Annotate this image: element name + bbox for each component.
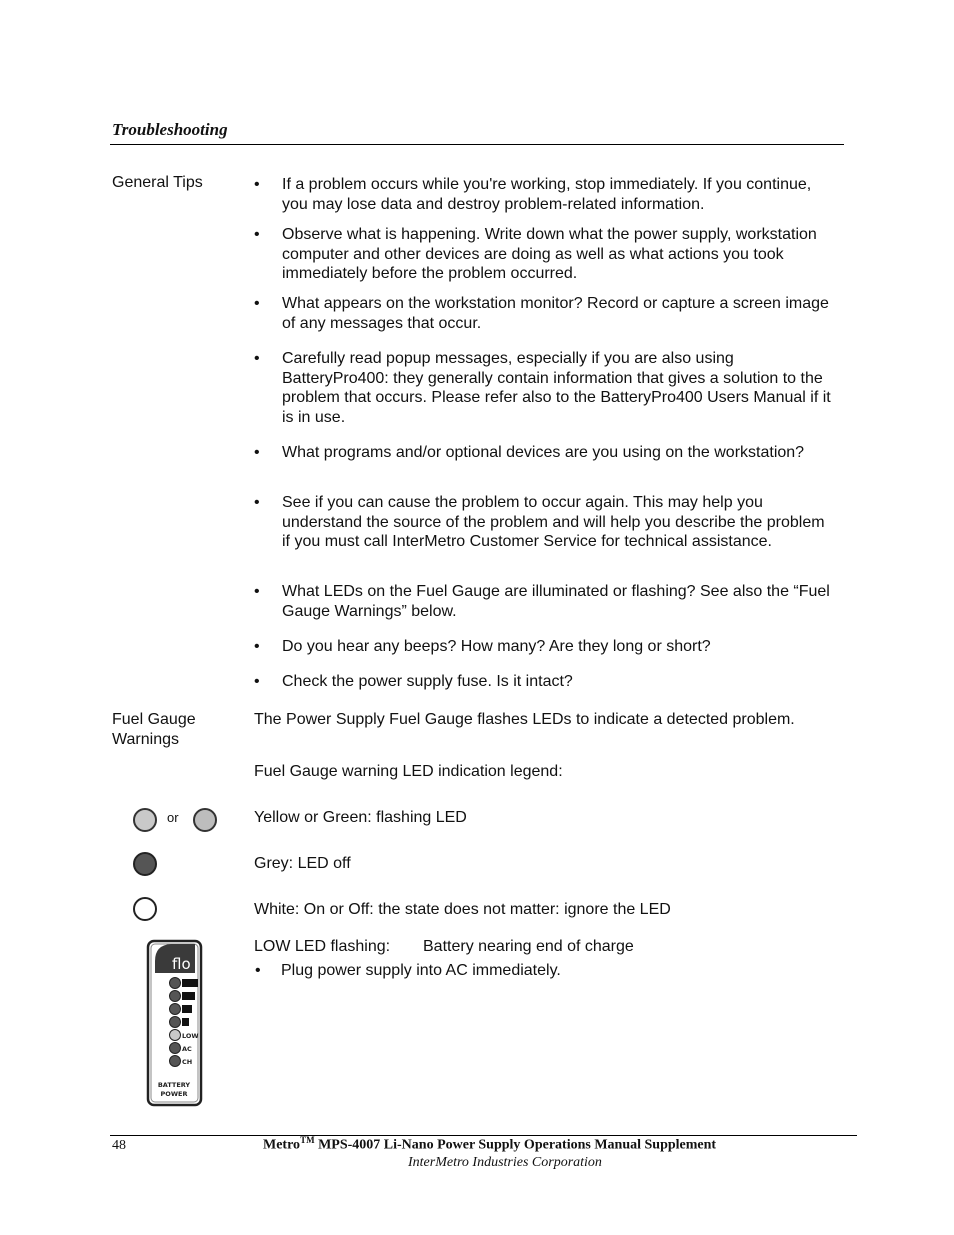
bullet-icon: • <box>254 673 260 690</box>
bullet-icon: • <box>254 638 260 655</box>
gauge-led-low <box>170 1030 181 1041</box>
bullet-icon: • <box>254 350 260 367</box>
general-tips-label: General Tips <box>112 174 203 191</box>
footer-brand: Metro <box>263 1137 301 1153</box>
bullet-icon: • <box>254 176 260 193</box>
legend-flashing: Yellow or Green: flashing LED <box>254 809 467 826</box>
gauge-bar-3 <box>182 1005 192 1013</box>
gauge-led-4 <box>170 1017 181 1028</box>
legend-title: Fuel Gauge warning LED indication legend: <box>254 763 563 780</box>
gauge-led-ch <box>170 1056 181 1067</box>
tip-item: • What LEDs on the Fuel Gauge are illuminated or flashing? See also the “Fuel Gauge Warnings” below. <box>254 583 830 620</box>
tip-item: • What programs and/or optional devices are you using on the workstation? <box>254 444 805 461</box>
legend-off: Grey: LED off <box>254 855 351 872</box>
fuel-gauge-illustration <box>146 939 204 1109</box>
tip-item: • Carefully read popup messages, especially if you are also using BatteryPro400: they generally contain information that gives a solution to the problem that occurs. Please refer also to the BatteryPro400 Users Manual if it is in use. <box>254 350 831 426</box>
tip-item: • Do you hear any beeps? How many? Are they long or short? <box>254 638 711 655</box>
bullet-icon: • <box>254 295 260 312</box>
footer-company: InterMetro Industries Corporation <box>408 1155 602 1170</box>
fuel-gauge-intro: The Power Supply Fuel Gauge flashes LEDs to indicate a detected problem. <box>254 711 795 728</box>
bullet-icon: • <box>255 962 261 979</box>
gauge-footer-line2: POWER <box>160 1090 188 1098</box>
bullet-icon: • <box>254 444 260 461</box>
section-title: Troubleshooting <box>112 120 228 139</box>
fuel-gauge-label: Fuel Gauge Warnings <box>112 711 196 748</box>
tip-item: • See if you can cause the problem to occur again. This may help you understand the source of the problem and will help you describe the problem if you must call InterMetro Customer Service for technical assistance. <box>254 494 825 551</box>
led-flashing-alt-icon <box>193 808 217 832</box>
gauge-led-ac <box>170 1043 181 1054</box>
gauge-bar-2 <box>182 992 195 1000</box>
gauge-led-1 <box>170 978 181 989</box>
gauge-bar-1 <box>182 979 198 987</box>
legend-ignore: White: On or Off: the state does not matter: ignore the LED <box>254 901 671 918</box>
led-flashing-icon <box>133 808 157 832</box>
header-divider <box>110 144 844 145</box>
gauge-label-ch: CH <box>182 1058 193 1066</box>
bullet-icon: • <box>254 583 260 600</box>
low-led-meaning: Battery nearing end of charge <box>423 938 634 955</box>
gauge-footer-line1: BATTERY <box>157 1081 191 1089</box>
gauge-led-2 <box>170 991 181 1002</box>
footer-trademark: TM <box>300 1135 315 1145</box>
gauge-led-3 <box>170 1004 181 1015</box>
led-ignore-icon <box>133 897 157 921</box>
tip-item: • Observe what is happening. Write down what the power supply, workstation computer and other devices are doing as well as what actions you took immediately before the problem occurred. <box>254 226 817 283</box>
page-number: 48 <box>112 1138 126 1153</box>
low-led-action: • Plug power supply into AC immediately. <box>255 962 561 979</box>
footer-title <box>263 1135 773 1154</box>
low-led-label: LOW LED flashing: <box>254 938 391 955</box>
gauge-label-low: LOW <box>182 1032 199 1040</box>
logo-text: flo <box>172 955 191 973</box>
gauge-bar-4 <box>182 1018 189 1026</box>
tip-item: • Check the power supply fuse. Is it intact? <box>254 673 573 690</box>
tip-item: • What appears on the workstation monitor? Record or capture a screen image of any messages that occur. <box>254 295 829 332</box>
or-text: or <box>167 810 179 825</box>
gauge-label-ac: AC <box>182 1045 192 1053</box>
bullet-icon: • <box>254 494 260 511</box>
bullet-icon: • <box>254 226 260 243</box>
led-off-icon <box>133 852 157 876</box>
tip-item: • If a problem occurs while you're working, stop immediately. If you continue, you may lose data and destroy problem-related information. <box>254 176 812 213</box>
footer-manual-title: MPS-4007 Li-Nano Power Supply Operations Manual Supplement <box>318 1137 717 1153</box>
